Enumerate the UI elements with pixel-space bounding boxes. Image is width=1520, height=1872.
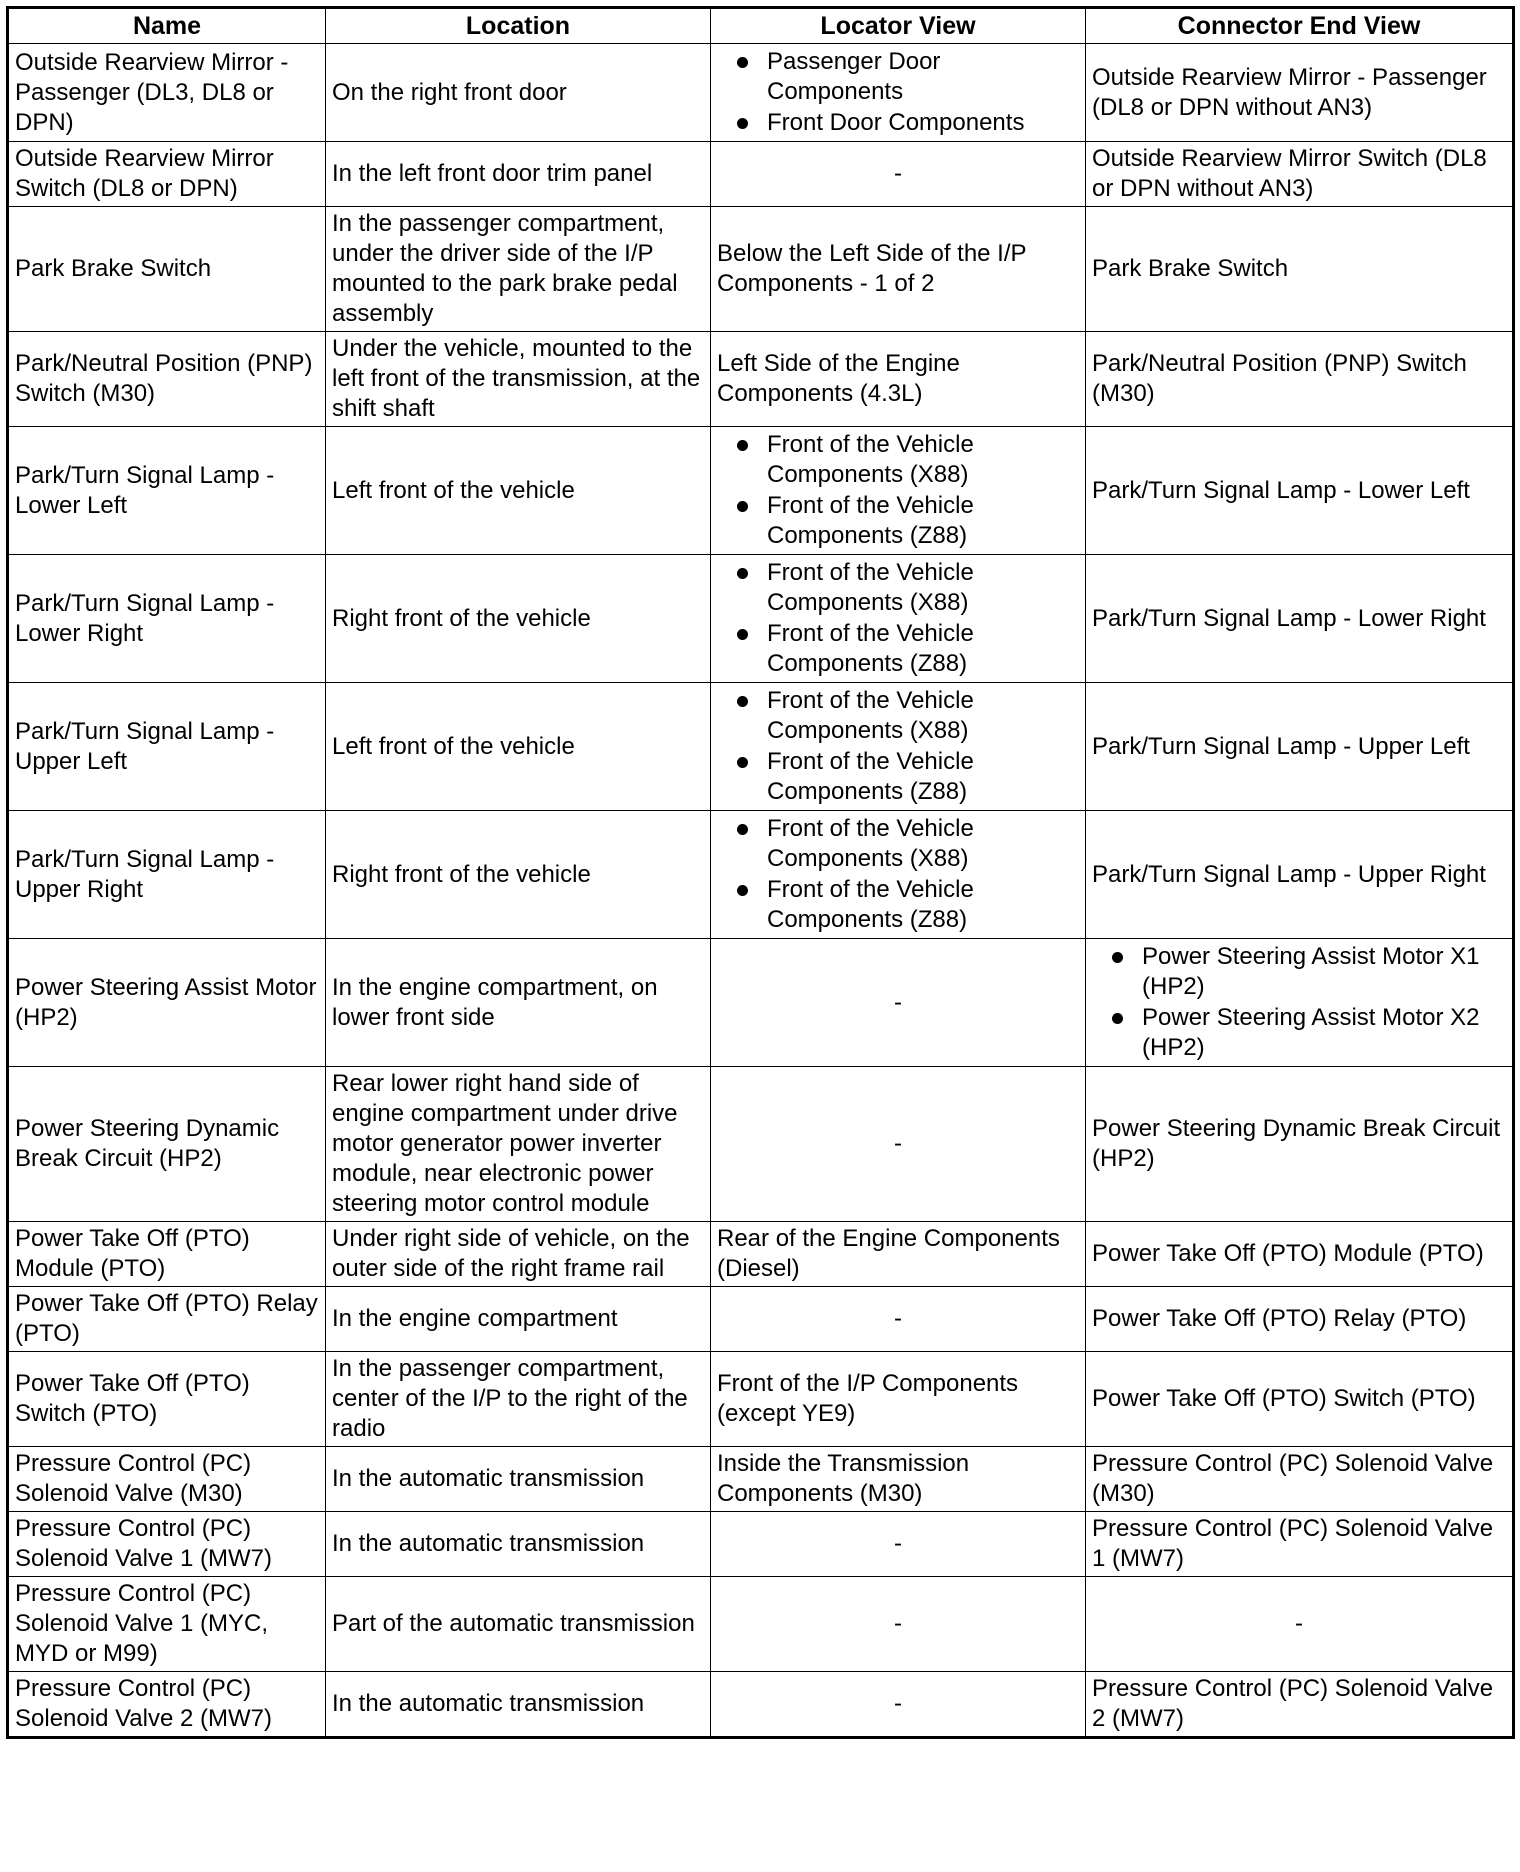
connector-end-view-cell: Pressure Control (PC) Solenoid Valve (M30) [1086,1447,1514,1512]
bullet-dot-icon [737,757,748,768]
bullet-text: Front of the Vehicle Components (X88) [767,687,974,744]
location-cell: In the automatic transmission [326,1447,711,1512]
location-cell: Left front of the vehicle [326,683,711,811]
name-cell: Power Take Off (PTO) Switch (PTO) [8,1352,326,1447]
name-cell: Park Brake Switch [8,207,326,332]
bullet-list [717,814,1079,935]
locator-view-cell: - [711,142,1086,207]
location-cell: In the engine compartment, on lower front side [326,939,711,1067]
bullet-text: Front of the Vehicle Components (Z88) [767,876,974,933]
location-cell: Rear lower right hand side of engine compartment under drive motor generator power inverter module, near electronic power steering motor control module [326,1067,711,1222]
bullet-text: Front of the Vehicle Components (Z88) [767,492,974,549]
location-cell: In the automatic transmission [326,1512,711,1577]
location-cell: In the passenger compartment, center of the I/P to the right of the radio [326,1352,711,1447]
connector-end-view-cell: Outside Rearview Mirror - Passenger (DL8 or DPN without AN3) [1086,44,1514,142]
connector-end-view-cell: Power Take Off (PTO) Module (PTO) [1086,1222,1514,1287]
header-location: Location [326,8,711,44]
bullet-text: Power Steering Assist Motor X1 (HP2) [1142,943,1480,1000]
bullet-text: Front of the Vehicle Components (X88) [767,815,974,872]
header-row [8,8,1514,44]
connector-end-view-cell: Park/Turn Signal Lamp - Lower Left [1086,427,1514,555]
location-cell: In the automatic transmission [326,1672,711,1738]
table-row [8,1577,1514,1672]
table-row [8,1447,1514,1512]
locator-view-cell: Inside the Transmission Components (M30) [711,1447,1086,1512]
table-row [8,1672,1514,1738]
bullet-list [717,430,1079,551]
name-cell: Outside Rearview Mirror Switch (DL8 or DPN) [8,142,326,207]
locator-view-cell: - [711,1067,1086,1222]
locator-view-cell: - [711,939,1086,1067]
table-row [8,44,1514,142]
location-cell: In the engine compartment [326,1287,711,1352]
bullet-dot-icon [737,629,748,640]
connector-end-view-cell: Park/Turn Signal Lamp - Upper Right [1086,811,1514,939]
bullet-item [1092,1003,1506,1063]
table-row [8,1352,1514,1447]
bullet-text: Power Steering Assist Motor X2 (HP2) [1142,1004,1480,1061]
connector-end-view-cell: Outside Rearview Mirror Switch (DL8 or DPN without AN3) [1086,142,1514,207]
location-cell: On the right front door [326,44,711,142]
bullet-text: Front of the Vehicle Components (X88) [767,559,974,616]
name-cell: Park/Turn Signal Lamp - Upper Left [8,683,326,811]
location-cell: Left front of the vehicle [326,427,711,555]
locator-view-cell [711,555,1086,683]
connector-end-view-cell: Park Brake Switch [1086,207,1514,332]
bullet-item [1092,942,1506,1002]
table-row [8,207,1514,332]
location-cell: Right front of the vehicle [326,811,711,939]
connector-end-view-cell: - [1086,1577,1514,1672]
locator-view-cell: - [711,1287,1086,1352]
name-cell: Outside Rearview Mirror - Passenger (DL3, DL8 or DPN) [8,44,326,142]
connector-end-view-cell: Power Steering Dynamic Break Circuit (HP2) [1086,1067,1514,1222]
locator-view-cell: - [711,1577,1086,1672]
location-cell: Under the vehicle, mounted to the left front of the transmission, at the shift shaft [326,332,711,427]
header-locator-view: Locator View [711,8,1086,44]
bullet-dot-icon [737,885,748,896]
name-cell: Pressure Control (PC) Solenoid Valve 1 (MYC, MYD or M99) [8,1577,326,1672]
bullet-text: Front of the Vehicle Components (Z88) [767,620,974,677]
bullet-dot-icon [737,568,748,579]
location-cell: In the left front door trim panel [326,142,711,207]
name-cell: Power Take Off (PTO) Module (PTO) [8,1222,326,1287]
locator-view-cell [711,683,1086,811]
table-row [8,1222,1514,1287]
bullet-list [717,686,1079,807]
table-row [8,142,1514,207]
table-row [8,1512,1514,1577]
bullet-dot-icon [1112,1013,1123,1024]
connector-end-view-cell: Park/Turn Signal Lamp - Upper Left [1086,683,1514,811]
connector-end-view-cell [1086,939,1514,1067]
location-cell: In the passenger compartment, under the driver side of the I/P mounted to the park brake pedal assembly [326,207,711,332]
table-row [8,427,1514,555]
name-cell: Power Steering Dynamic Break Circuit (HP2) [8,1067,326,1222]
component-locator-document [6,6,1512,1739]
table-row [8,555,1514,683]
bullet-item [717,875,1079,935]
bullet-list [717,47,1079,138]
component-locator-table [6,6,1515,1739]
location-cell: Right front of the vehicle [326,555,711,683]
locator-view-cell: Below the Left Side of the I/P Components - 1 of 2 [711,207,1086,332]
locator-view-cell [711,44,1086,142]
table-row [8,332,1514,427]
name-cell: Pressure Control (PC) Solenoid Valve 1 (MW7) [8,1512,326,1577]
bullet-item [717,430,1079,490]
table-body [8,44,1514,1738]
name-cell: Park/Neutral Position (PNP) Switch (M30) [8,332,326,427]
bullet-item [717,108,1079,138]
location-cell: Part of the automatic transmission [326,1577,711,1672]
name-cell: Pressure Control (PC) Solenoid Valve 2 (MW7) [8,1672,326,1738]
bullet-item [717,686,1079,746]
bullet-text: Front of the Vehicle Components (Z88) [767,748,974,805]
bullet-item [717,814,1079,874]
table-row [8,1287,1514,1352]
connector-end-view-cell: Power Take Off (PTO) Switch (PTO) [1086,1352,1514,1447]
bullet-item [717,491,1079,551]
bullet-dot-icon [737,57,748,68]
bullet-item [717,619,1079,679]
header-name: Name [8,8,326,44]
locator-view-cell: - [711,1512,1086,1577]
name-cell: Power Steering Assist Motor (HP2) [8,939,326,1067]
table-row [8,683,1514,811]
connector-end-view-cell: Pressure Control (PC) Solenoid Valve 1 (MW7) [1086,1512,1514,1577]
bullet-list [717,558,1079,679]
locator-view-cell: Left Side of the Engine Components (4.3L) [711,332,1086,427]
name-cell: Pressure Control (PC) Solenoid Valve (M30) [8,1447,326,1512]
bullet-dot-icon [737,824,748,835]
name-cell: Park/Turn Signal Lamp - Lower Left [8,427,326,555]
bullet-item [717,47,1079,107]
bullet-list [1092,942,1506,1063]
connector-end-view-cell: Pressure Control (PC) Solenoid Valve 2 (MW7) [1086,1672,1514,1738]
bullet-dot-icon [737,440,748,451]
locator-view-cell: Rear of the Engine Components (Diesel) [711,1222,1086,1287]
location-cell: Under right side of vehicle, on the outer side of the right frame rail [326,1222,711,1287]
header-connector-end-view: Connector End View [1086,8,1514,44]
locator-view-cell: Front of the I/P Components (except YE9) [711,1352,1086,1447]
bullet-text: Passenger Door Components [767,48,941,105]
name-cell: Power Take Off (PTO) Relay (PTO) [8,1287,326,1352]
locator-view-cell: - [711,1672,1086,1738]
table-row [8,939,1514,1067]
bullet-item [717,558,1079,618]
bullet-dot-icon [737,501,748,512]
bullet-text: Front of the Vehicle Components (X88) [767,431,974,488]
name-cell: Park/Turn Signal Lamp - Upper Right [8,811,326,939]
bullet-text: Front Door Components [767,109,1025,136]
locator-view-cell [711,427,1086,555]
connector-end-view-cell: Power Take Off (PTO) Relay (PTO) [1086,1287,1514,1352]
bullet-dot-icon [737,118,748,129]
connector-end-view-cell: Park/Turn Signal Lamp - Lower Right [1086,555,1514,683]
locator-view-cell [711,811,1086,939]
bullet-item [717,747,1079,807]
name-cell: Park/Turn Signal Lamp - Lower Right [8,555,326,683]
connector-end-view-cell: Park/Neutral Position (PNP) Switch (M30) [1086,332,1514,427]
bullet-dot-icon [1112,952,1123,963]
table-row [8,811,1514,939]
table-row [8,1067,1514,1222]
bullet-dot-icon [737,696,748,707]
